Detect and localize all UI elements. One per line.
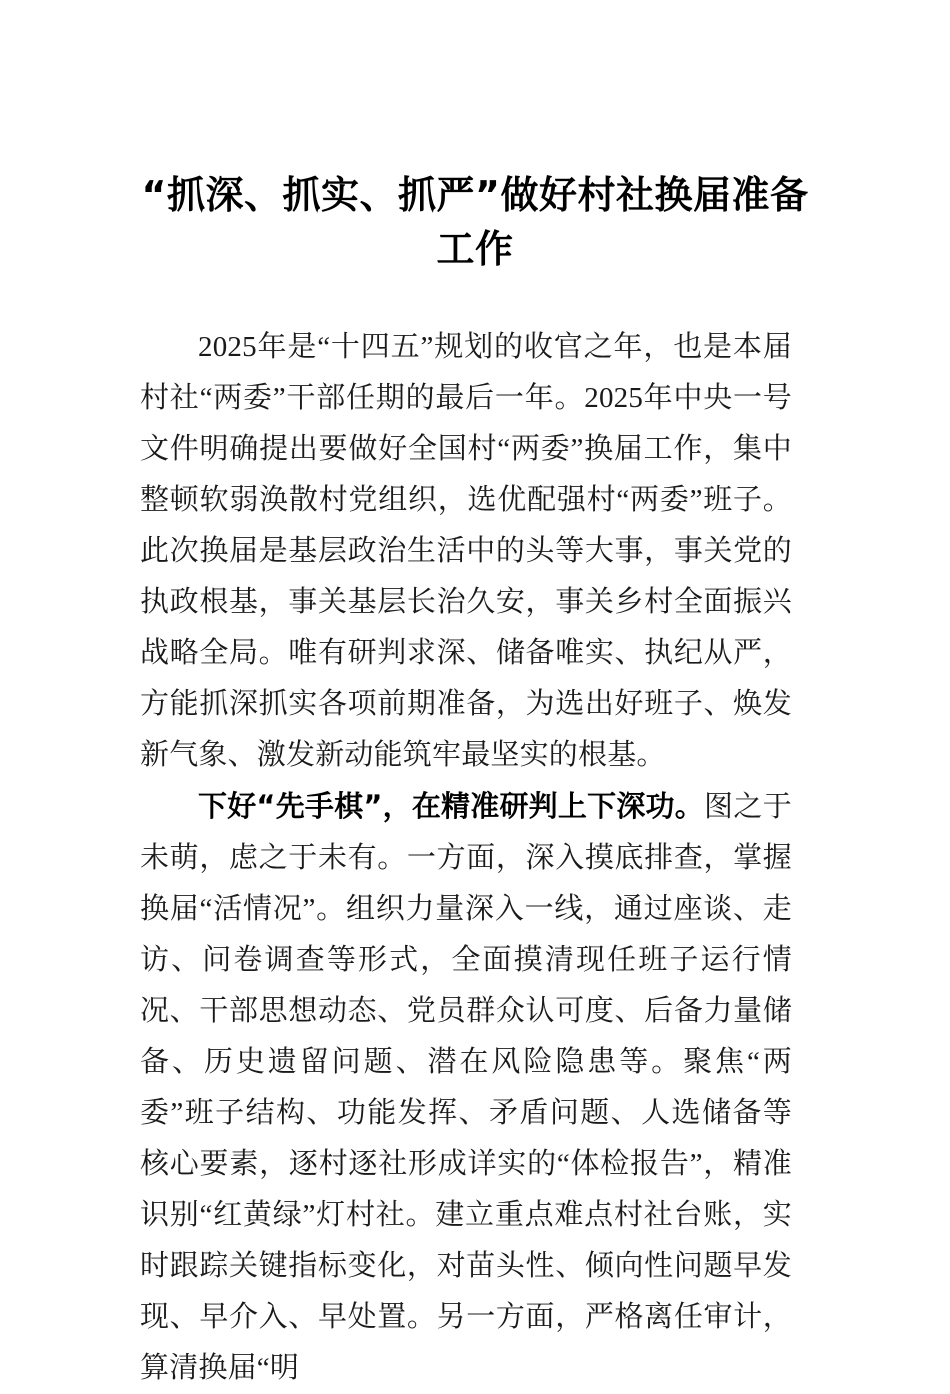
paragraph-1 [140, 322, 792, 781]
page-title: “抓深、抓实、抓严”做好村社换届准备工作 [141, 173, 809, 271]
paragraph-2-lead: 下好“先手棋”，在精准研判上下深功。 [198, 789, 704, 823]
paragraph-1-text: 2025年是“十四五”规划的收官之年，也是本届村社“两委”干部任期的最后一年。2025年中央一号文件明确提出要做好全国村“两委”换届工作，集中整顿软弱涣散村党组织，选优配强村“两委”班子。此次换届是基层政治生活中的头等大事，事关党的执政根基，事关基层长治久安，事关乡村全面振兴战略全局。唯有研判求深、储备唯实、执纪从严，方能抓深抓实各项前期准备，为选出好班子、焕发新气象、激发新动能筑牢最坚实的根基。 [140, 331, 792, 771]
paragraph-2 [140, 781, 792, 1394]
document-body [140, 322, 792, 1394]
paragraph-2-text: 图之于未萌，虑之于未有。一方面，深入摸底排查，掌握换届“活情况”。组织力量深入一线，通过座谈、走访、问卷调查等形式，全面摸清现任班子运行情况、干部思想动态、党员群众认可度、后备力量储备、历史遗留问题、潜在风险隐患等。聚焦“两委”班子结构、功能发挥、矛盾问题、人选储备等核心要素，逐村逐社形成详实的“体检报告”，精准识别“红黄绿”灯村社。建立重点难点村社台账，实时跟踪关键指标变化，对苗头性、倾向性问题早发现、早介入、早处置。另一方面，严格离任审计，算清换届“明 [140, 791, 792, 1384]
